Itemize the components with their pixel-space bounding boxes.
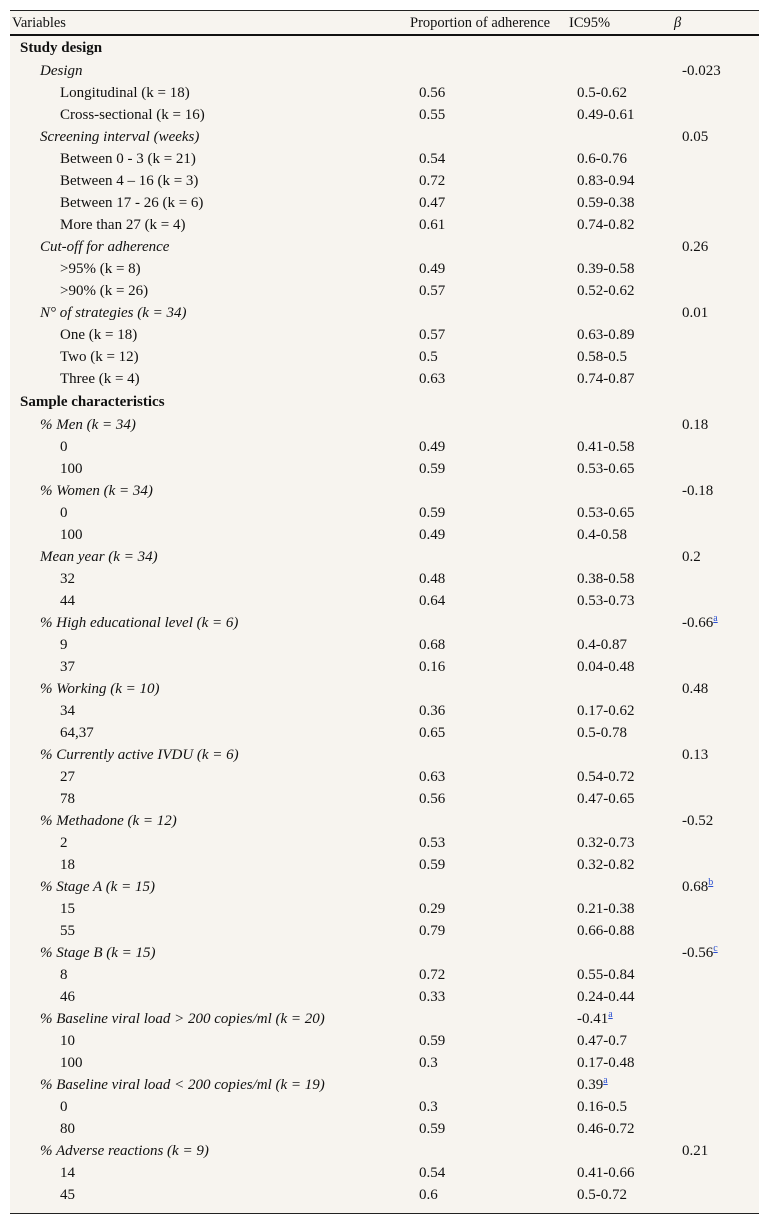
- proportion-cell: 0.49: [419, 527, 446, 543]
- variable-row: [10, 876, 759, 898]
- footnote-link[interactable]: a: [713, 613, 718, 624]
- header-variables: Variables: [12, 15, 66, 31]
- table-row: [10, 324, 759, 346]
- ic95-cell: 0.5-0.62: [577, 85, 627, 101]
- proportion-cell: 0.72: [419, 967, 446, 983]
- level-label: Between 0 - 3 (k = 21): [60, 151, 196, 167]
- proportion-cell: 0.64: [419, 593, 446, 609]
- header-ic95: IC95%: [569, 15, 611, 31]
- beta-value: -0.18: [682, 483, 714, 499]
- ic95-cell: 0.5-0.78: [577, 725, 627, 741]
- beta-cell: [682, 612, 718, 634]
- table-row: [10, 986, 759, 1008]
- variable-row: [10, 414, 759, 436]
- beta-value: 0.2: [682, 549, 701, 565]
- table-row: [10, 258, 759, 280]
- proportion-cell: 0.57: [419, 327, 446, 343]
- level-label: 32: [60, 571, 75, 587]
- ic95-cell: 0.49-0.61: [577, 107, 635, 123]
- footnote-marker: [713, 943, 717, 954]
- table-row: [10, 104, 759, 126]
- beta-value: 0.05: [682, 129, 709, 145]
- ic95-cell: 0.04-0.48: [577, 659, 635, 675]
- level-label: 64,37: [60, 725, 94, 741]
- level-label: 0: [60, 505, 68, 521]
- level-label: 15: [60, 901, 75, 917]
- table-row: [10, 920, 759, 942]
- ic95-cell: 0.59-0.38: [577, 195, 635, 211]
- table-row: [10, 346, 759, 368]
- beta-cell: [682, 678, 708, 700]
- table-row: [10, 788, 759, 810]
- variable-row: [10, 546, 759, 568]
- ic95-cell: 0.16-0.5: [577, 1099, 627, 1115]
- variable-label: Cut-off for adherence: [40, 239, 170, 255]
- ic95-cell: 0.74-0.82: [577, 217, 635, 233]
- proportion-cell: 0.36: [419, 703, 446, 719]
- beta-value: 0.21: [682, 1143, 709, 1159]
- proportion-cell: 0.72: [419, 173, 446, 189]
- proportion-cell: 0.68: [419, 637, 446, 653]
- table-row: [10, 280, 759, 302]
- proportion-cell: 0.55: [419, 107, 446, 123]
- table-row: [10, 524, 759, 546]
- footnote-marker: [603, 1075, 607, 1086]
- footnote-link[interactable]: c: [713, 943, 718, 954]
- section-row: [10, 390, 759, 414]
- table-row: [10, 1052, 759, 1074]
- table-row: [10, 458, 759, 480]
- section-title: Study design: [20, 40, 103, 56]
- table-row: [10, 192, 759, 214]
- variable-row: [10, 126, 759, 148]
- table-bottom-rule: [10, 1213, 759, 1214]
- beta-cell: [682, 942, 718, 964]
- table-row: [10, 854, 759, 876]
- proportion-cell: 0.59: [419, 1033, 446, 1049]
- ic95-cell: 0.47-0.7: [577, 1033, 627, 1049]
- proportion-cell: 0.57: [419, 283, 446, 299]
- variable-label: % Stage B (k = 15): [40, 945, 156, 961]
- level-label: 10: [60, 1033, 75, 1049]
- level-label: >95% (k = 8): [60, 261, 141, 277]
- ic95-cell: 0.5-0.72: [577, 1187, 627, 1203]
- variable-row: [10, 1008, 759, 1030]
- variable-row: [10, 942, 759, 964]
- ic95-cell: 0.53-0.73: [577, 593, 635, 609]
- ic95-cell: 0.17-0.62: [577, 703, 635, 719]
- beta-value: 0.39: [577, 1077, 604, 1093]
- beta-cell: [682, 744, 708, 766]
- footnote-link[interactable]: a: [608, 1009, 613, 1020]
- variable-label: Design: [40, 63, 83, 79]
- level-label: 9: [60, 637, 68, 653]
- ic95-cell: 0.6-0.76: [577, 151, 627, 167]
- variable-label: % Adverse reactions (k = 9): [40, 1143, 209, 1159]
- table-row: [10, 1184, 759, 1206]
- ic95-cell: 0.55-0.84: [577, 967, 635, 983]
- proportion-cell: 0.59: [419, 461, 446, 477]
- beta-value: -0.66: [682, 615, 714, 631]
- ic95-cell: 0.17-0.48: [577, 1055, 635, 1071]
- section-title: Sample characteristics: [20, 394, 165, 410]
- ic95-cell: 0.4-0.87: [577, 637, 627, 653]
- proportion-cell: 0.79: [419, 923, 446, 939]
- ic95-cell: 0.41-0.66: [577, 1165, 635, 1181]
- ic95-cell: 0.32-0.82: [577, 857, 635, 873]
- proportion-cell: 0.33: [419, 989, 446, 1005]
- table-row: [10, 148, 759, 170]
- ic95-cell: 0.47-0.65: [577, 791, 635, 807]
- proportion-cell: 0.54: [419, 1165, 446, 1181]
- table-row: [10, 634, 759, 656]
- proportion-cell: 0.59: [419, 1121, 446, 1137]
- level-label: 44: [60, 593, 75, 609]
- proportion-cell: 0.56: [419, 85, 446, 101]
- level-label: More than 27 (k = 4): [60, 217, 186, 233]
- proportion-cell: 0.59: [419, 505, 446, 521]
- variable-label: Screening interval (weeks): [40, 129, 200, 145]
- ic95-cell: 0.32-0.73: [577, 835, 635, 851]
- ic95-cell: 0.39-0.58: [577, 261, 635, 277]
- level-label: 100: [60, 461, 83, 477]
- variable-row: [10, 60, 759, 82]
- beta-cell: [682, 126, 708, 148]
- ic95-cell: 0.41-0.58: [577, 439, 635, 455]
- proportion-cell: 0.29: [419, 901, 446, 917]
- variable-label: % Baseline viral load > 200 copies/ml (k = 20): [40, 1011, 325, 1027]
- level-label: 55: [60, 923, 75, 939]
- variable-label: N° of strategies (k = 34): [40, 305, 187, 321]
- table-row: [10, 568, 759, 590]
- table-row: [10, 82, 759, 104]
- footnote-marker: [608, 1009, 612, 1020]
- table-row: [10, 170, 759, 192]
- level-label: >90% (k = 26): [60, 283, 149, 299]
- variable-label: % Stage A (k = 15): [40, 879, 155, 895]
- ic95-cell: 0.24-0.44: [577, 989, 635, 1005]
- table-row: [10, 656, 759, 678]
- variable-label: % Men (k = 34): [40, 417, 136, 433]
- proportion-cell: 0.3: [419, 1055, 438, 1071]
- variable-row: [10, 1074, 759, 1096]
- ic95-cell: 0.21-0.38: [577, 901, 635, 917]
- level-label: 100: [60, 527, 83, 543]
- table-row: [10, 766, 759, 788]
- beta-value: 0.18: [682, 417, 709, 433]
- level-label: Between 17 - 26 (k = 6): [60, 195, 204, 211]
- variable-row: [10, 480, 759, 502]
- beta-cell: [577, 1074, 608, 1096]
- proportion-cell: 0.48: [419, 571, 446, 587]
- level-label: 8: [60, 967, 68, 983]
- beta-cell: [682, 876, 713, 898]
- proportion-cell: 0.65: [419, 725, 446, 741]
- beta-cell: [682, 414, 708, 436]
- footnote-marker: [713, 613, 717, 624]
- level-label: 2: [60, 835, 68, 851]
- beta-value: 0.13: [682, 747, 709, 763]
- table-row: [10, 964, 759, 986]
- beta-value: -0.41: [577, 1011, 609, 1027]
- variable-label: % Working (k = 10): [40, 681, 160, 697]
- level-label: 0: [60, 1099, 68, 1115]
- proportion-cell: 0.5: [419, 349, 438, 365]
- proportion-cell: 0.61: [419, 217, 446, 233]
- results-table: [10, 10, 759, 1214]
- level-label: Cross-sectional (k = 16): [60, 107, 205, 123]
- table-row: [10, 1118, 759, 1140]
- table-row: [10, 1030, 759, 1052]
- level-label: Between 4 – 16 (k = 3): [60, 173, 199, 189]
- proportion-cell: 0.63: [419, 371, 446, 387]
- table-body: [10, 36, 759, 1206]
- variable-row: [10, 744, 759, 766]
- level-label: Longitudinal (k = 18): [60, 85, 190, 101]
- beta-value: 0.01: [682, 305, 709, 321]
- ic95-cell: 0.38-0.58: [577, 571, 635, 587]
- variable-row: [10, 302, 759, 324]
- variable-row: [10, 612, 759, 634]
- table-row: [10, 1096, 759, 1118]
- beta-value: 0.48: [682, 681, 709, 697]
- table-row: [10, 214, 759, 236]
- beta-value: -0.56: [682, 945, 714, 961]
- variable-label: % Methadone (k = 12): [40, 813, 177, 829]
- proportion-cell: 0.54: [419, 151, 446, 167]
- level-label: One (k = 18): [60, 327, 138, 343]
- ic95-cell: 0.46-0.72: [577, 1121, 635, 1137]
- table-row: [10, 722, 759, 744]
- proportion-cell: 0.56: [419, 791, 446, 807]
- ic95-cell: 0.53-0.65: [577, 505, 635, 521]
- beta-cell: [577, 1008, 613, 1030]
- beta-cell: [682, 546, 701, 568]
- ic95-cell: 0.83-0.94: [577, 173, 635, 189]
- beta-cell: [682, 480, 713, 502]
- beta-cell: [682, 810, 713, 832]
- footnote-link[interactable]: a: [603, 1075, 608, 1086]
- proportion-cell: 0.3: [419, 1099, 438, 1115]
- ic95-cell: 0.52-0.62: [577, 283, 635, 299]
- variable-label: Mean year (k = 34): [40, 549, 158, 565]
- header-beta: β: [674, 15, 682, 31]
- beta-cell: [682, 302, 708, 324]
- table-row: [10, 436, 759, 458]
- variable-row: [10, 1140, 759, 1162]
- ic95-cell: 0.54-0.72: [577, 769, 635, 785]
- level-label: Three (k = 4): [60, 371, 140, 387]
- section-row: [10, 36, 759, 60]
- footnote-marker: [708, 877, 713, 888]
- ic95-cell: 0.53-0.65: [577, 461, 635, 477]
- level-label: 27: [60, 769, 75, 785]
- proportion-cell: 0.49: [419, 261, 446, 277]
- level-label: 37: [60, 659, 75, 675]
- ic95-cell: 0.58-0.5: [577, 349, 627, 365]
- ic95-cell: 0.74-0.87: [577, 371, 635, 387]
- level-label: 78: [60, 791, 75, 807]
- proportion-cell: 0.53: [419, 835, 446, 851]
- table-top-rule: [10, 10, 759, 11]
- table-row: [10, 898, 759, 920]
- ic95-cell: 0.4-0.58: [577, 527, 627, 543]
- level-label: 46: [60, 989, 75, 1005]
- proportion-cell: 0.63: [419, 769, 446, 785]
- proportion-cell: 0.6: [419, 1187, 438, 1203]
- level-label: Two (k = 12): [60, 349, 139, 365]
- beta-value: -0.52: [682, 813, 714, 829]
- ic95-cell: 0.66-0.88: [577, 923, 635, 939]
- beta-cell: [682, 60, 721, 82]
- variable-label: % Baseline viral load < 200 copies/ml (k = 19): [40, 1077, 325, 1093]
- beta-value: 0.26: [682, 239, 709, 255]
- table-row: [10, 590, 759, 612]
- variable-label: % Currently active IVDU (k = 6): [40, 747, 239, 763]
- variable-row: [10, 810, 759, 832]
- table-row: [10, 700, 759, 722]
- table-row: [10, 368, 759, 390]
- level-label: 100: [60, 1055, 83, 1071]
- level-label: 18: [60, 857, 75, 873]
- level-label: 34: [60, 703, 75, 719]
- proportion-cell: 0.47: [419, 195, 446, 211]
- proportion-cell: 0.49: [419, 439, 446, 455]
- proportion-cell: 0.16: [419, 659, 446, 675]
- ic95-cell: 0.63-0.89: [577, 327, 635, 343]
- variable-row: [10, 236, 759, 258]
- proportion-cell: 0.59: [419, 857, 446, 873]
- table-row: [10, 832, 759, 854]
- table-row: [10, 502, 759, 524]
- table-row: [10, 1162, 759, 1184]
- variable-label: % High educational level (k = 6): [40, 615, 239, 631]
- beta-value: 0.68: [682, 879, 709, 895]
- header-proportion-of-adherence: Proportion of adherence: [410, 15, 551, 31]
- footnote-link[interactable]: b: [708, 877, 714, 888]
- level-label: 80: [60, 1121, 75, 1137]
- variable-label: % Women (k = 34): [40, 483, 153, 499]
- beta-value: -0.023: [682, 63, 721, 79]
- level-label: 0: [60, 439, 68, 455]
- beta-cell: [682, 236, 708, 258]
- level-label: 14: [60, 1165, 75, 1181]
- beta-cell: [682, 1140, 708, 1162]
- level-label: 45: [60, 1187, 75, 1203]
- variable-row: [10, 678, 759, 700]
